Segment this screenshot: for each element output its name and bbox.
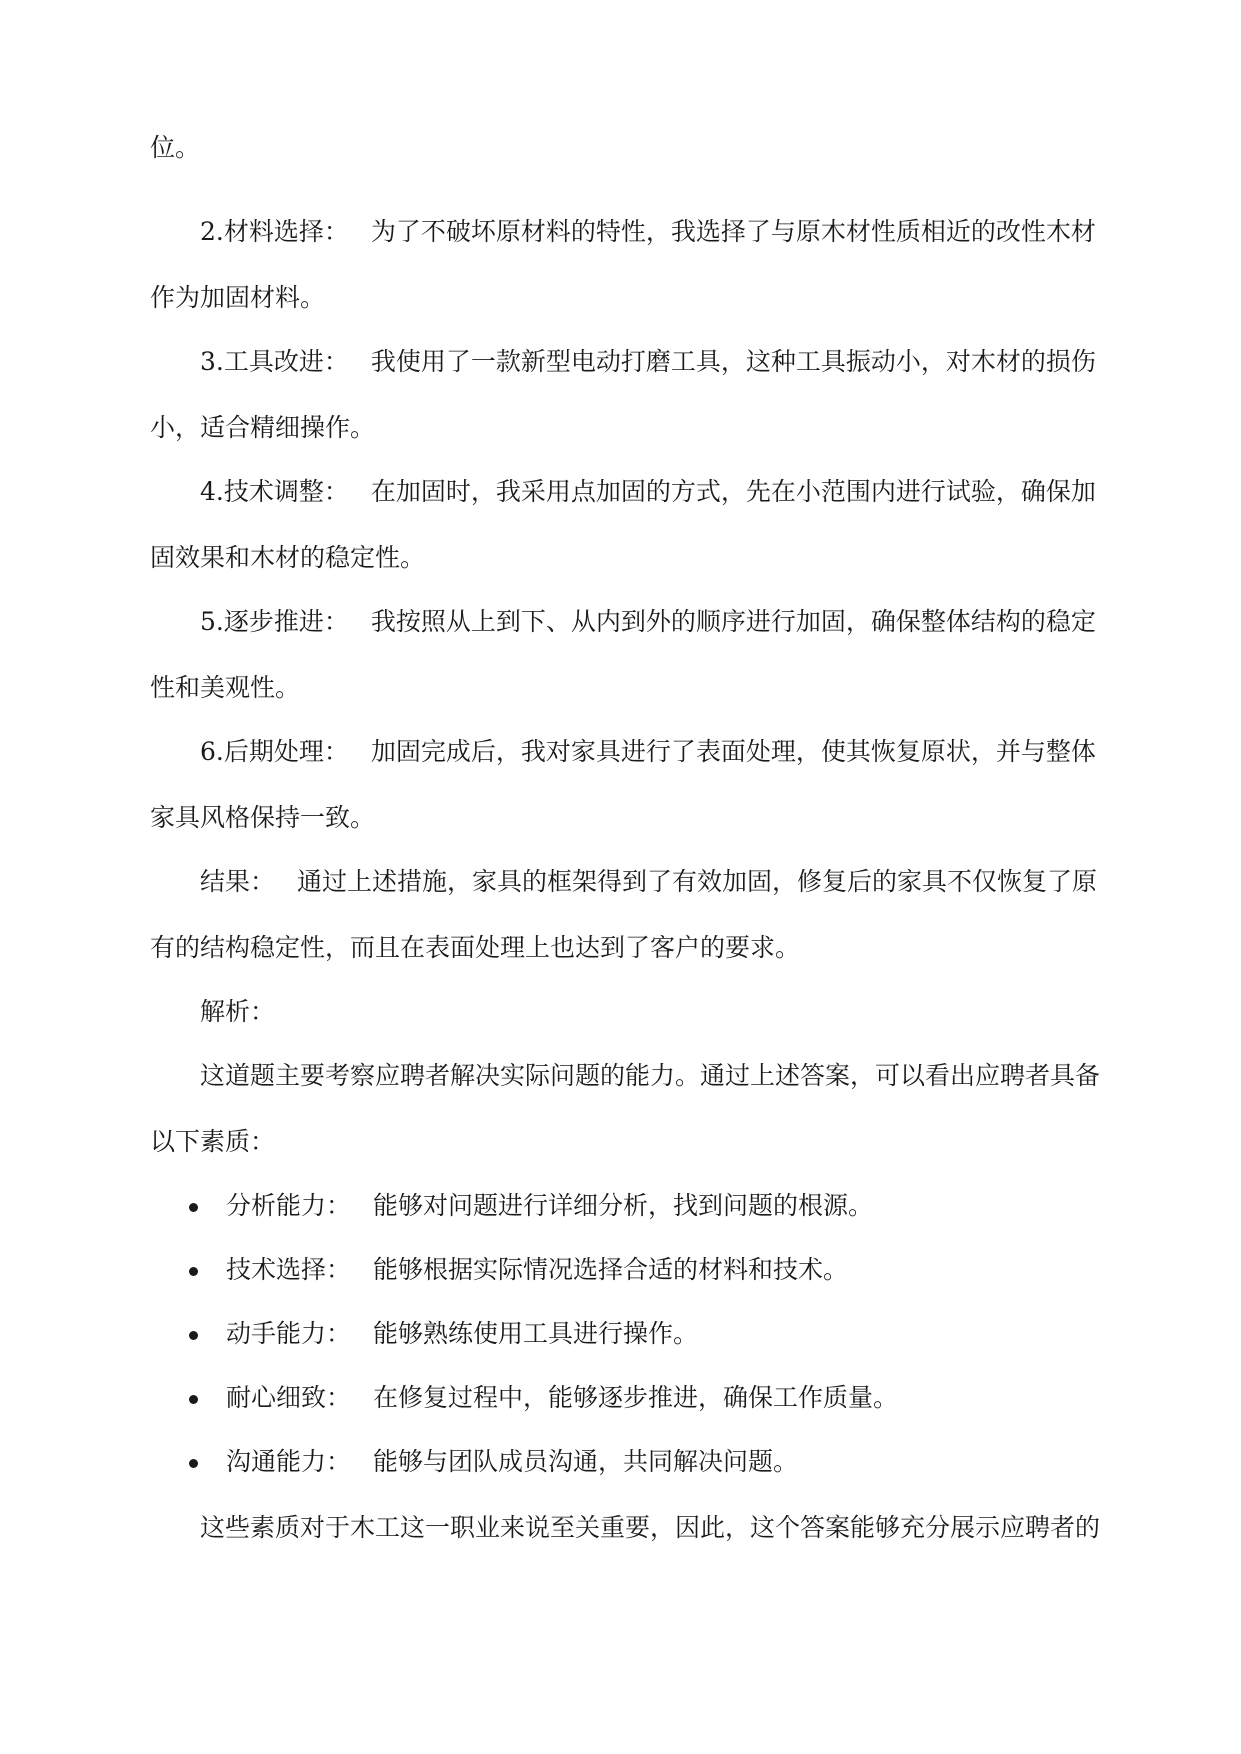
analysis-intro: 这道题主要考察应聘者解决实际问题的能力。通过上述答案，可以看出应聘者具备 (200, 1061, 1101, 1090)
analysis-intro-continued: 以下素质： (150, 1127, 276, 1156)
step-line (200, 216, 1096, 248)
analysis-heading: 解析： (200, 997, 276, 1026)
bullet-dot (189, 1395, 198, 1404)
step-line (200, 606, 1096, 638)
step-text-continued: 性和美观性。 (150, 673, 301, 702)
closing-paragraph: 这些素质对于木工这一职业来说至关重要，因此，这个答案能够充分展示应聘者的 (200, 1513, 1101, 1542)
bullet-dot (189, 1203, 198, 1212)
step-line (200, 346, 1096, 378)
bullet-dot (189, 1267, 198, 1276)
list-item (226, 1446, 798, 1478)
step-text: 我使用了一款新型电动打磨工具，这种工具振动小，对木材的损伤 (370, 347, 1096, 376)
quality-text: 能够根据实际情况选择合适的材料和技术。 (373, 1255, 849, 1284)
result-text-continued: 有的结构稳定性，而且在表面处理上也达到了客户的要求。 (150, 933, 801, 962)
step-text: 加固完成后，我对家具进行了表面处理，使其恢复原状，并与整体 (370, 737, 1096, 766)
quality-text: 能够与团队成员沟通，共同解决问题。 (373, 1447, 799, 1476)
step-label: 5.逐步推进： (200, 607, 349, 636)
list-item (226, 1190, 873, 1222)
step-text-continued: 家具风格保持一致。 (150, 803, 376, 832)
quality-label: 沟通能力： (226, 1447, 352, 1476)
quality-label: 分析能力： (226, 1191, 352, 1220)
quality-label: 动手能力： (226, 1319, 352, 1348)
result-line (200, 866, 1097, 898)
quality-label: 耐心细致： (226, 1383, 352, 1412)
step-text: 为了不破坏原材料的特性，我选择了与原木材性质相近的改性木材 (370, 217, 1096, 246)
step-text: 我按照从上到下、从内到外的顺序进行加固，确保整体结构的稳定 (370, 607, 1096, 636)
quality-label: 技术选择： (226, 1255, 352, 1284)
quality-text: 能够对问题进行详细分析，找到问题的根源。 (373, 1191, 874, 1220)
step-line (200, 736, 1096, 768)
step-label: 2.材料选择： (200, 217, 349, 246)
continuation-text: 位。 (150, 133, 201, 162)
result-label: 结果： (200, 867, 276, 896)
step-label: 6.后期处理： (200, 737, 349, 766)
step-label: 3.工具改进： (200, 347, 349, 376)
step-line (200, 476, 1096, 508)
list-item (226, 1318, 698, 1350)
step-text: 在加固时，我采用点加固的方式，先在小范围内进行试验，确保加 (370, 477, 1096, 506)
bullet-dot (189, 1331, 198, 1340)
list-item (226, 1254, 848, 1286)
step-text-continued: 小，适合精细操作。 (150, 413, 376, 442)
quality-text: 在修复过程中，能够逐步推进，确保工作质量。 (373, 1383, 899, 1412)
quality-text: 能够熟练使用工具进行操作。 (373, 1319, 699, 1348)
step-text-continued: 固效果和木材的稳定性。 (150, 543, 426, 572)
step-text-continued: 作为加固材料。 (150, 283, 326, 312)
bullet-dot (189, 1459, 198, 1468)
step-label: 4.技术调整： (200, 477, 349, 506)
list-item (226, 1382, 898, 1414)
result-text: 通过上述措施，家具的框架得到了有效加固，修复后的家具不仅恢复了原 (297, 867, 1098, 896)
